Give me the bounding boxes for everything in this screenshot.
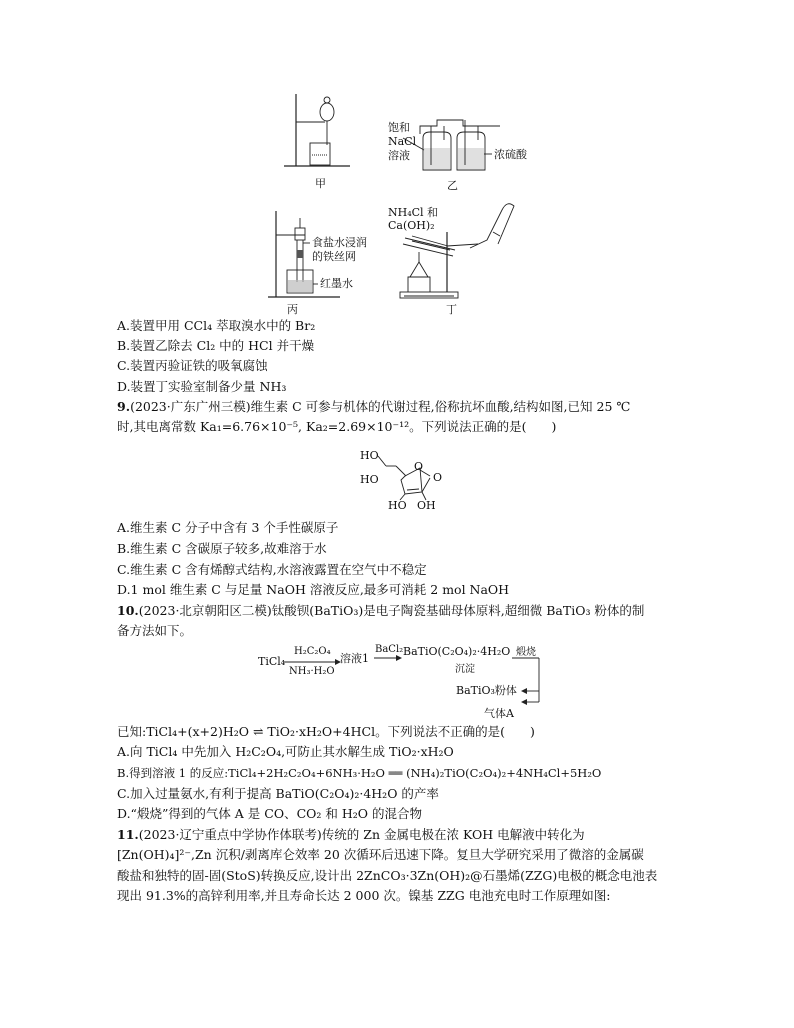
vc-o-ring: O	[414, 460, 424, 473]
q8-option-a: A.装置甲用 CCl₄ 萃取溴水中的 Br₂	[117, 318, 316, 333]
q8-option-d: D.装置丁实验室制备少量 NH₃	[117, 379, 287, 394]
q8-option-c: C.装置丙验证铁的吸氧腐蚀	[117, 358, 268, 373]
yi-label-left-1: 饱和	[388, 121, 410, 134]
flow-solution: 溶液1	[340, 652, 369, 665]
q11-number: 11.	[117, 827, 139, 842]
vc-o-carbonyl: O	[433, 471, 443, 484]
vc-oh-bottom: OH	[417, 499, 436, 512]
bing-label-2: 红墨水	[320, 277, 353, 290]
vc-ho-top: HO	[360, 449, 379, 462]
q10-known: 已知:TiCl₄+(x+2)H₂O ⇌ TiO₂·xH₂O+4HCl。下列说法不正确的是( )	[117, 724, 535, 739]
flow-reagent-bottom: NH₃·H₂O	[289, 666, 335, 677]
flow-gas: 气体A	[484, 707, 514, 720]
q10-option-b: B.得到溶液 1 的反应:TiCl₄+2H₂C₂O₄+6NH₃·H₂O ══ (NH₄)₂TiO(C₂O₄)₂+4NH₄Cl+5H₂O	[117, 766, 602, 780]
figure-label-bing: 丙	[287, 303, 298, 316]
flow-precip-label: 沉淀	[455, 664, 475, 675]
flow-reagent-top: H₂C₂O₄	[294, 646, 331, 657]
flow-bacl2: BaCl₂	[375, 644, 404, 655]
q9-number: 9.	[117, 399, 131, 414]
q8-option-b: B.装置乙除去 Cl₂ 中的 HCl 并干燥	[117, 338, 315, 353]
flow-precipitate: BaTiO(C₂O₄)₂·4H₂O	[403, 645, 511, 658]
q10-option-a: A.向 TiCl₄ 中先加入 H₂C₂O₄,可防止其水解生成 TiO₂·xH₂O	[117, 744, 454, 759]
vc-ho-bottom: HO	[388, 499, 407, 512]
figure-label-jia: 甲	[315, 177, 326, 190]
q11-line1-text: (2023·辽宁重点中学协作体联考)传统的 Zn 金属电极在浓 KOH 电解液中转化为	[138, 827, 585, 842]
q10-stem-line1	[117, 603, 644, 619]
q11-line3: 酸盐和独特的固-固(StoS)转换反应,设计出 2ZnCO₃·3Zn(OH)₂@石墨烯(ZZG)电极的概念电池表	[117, 868, 658, 883]
yi-label-right: 浓硫酸	[494, 148, 527, 161]
q10-number: 10.	[117, 603, 139, 618]
q9-stem-line1	[117, 399, 630, 415]
flow-calcine: 煅烧	[516, 647, 536, 658]
q11-line2: [Zn(OH)₄]²⁻,Zn 沉积/剥离库仑效率 20 次循环后迅速下降。复旦大学研究采用了微溶的金属碳	[117, 847, 644, 862]
flow-start: TiCl₄	[258, 655, 286, 668]
q9-stem-line2: 时,其电离常数 Ka₁=6.76×10⁻⁵, Ka₂=2.69×10⁻¹²。下列说法正确的是( )	[117, 419, 557, 434]
q9-option-c: C.维生素 C 含有烯醇式结构,水溶液露置在空气中不稳定	[117, 562, 427, 577]
q10-option-c: C.加入过量氨水,有利于提高 BaTiO(C₂O₄)₂·4H₂O 的产率	[117, 786, 439, 801]
ding-label-2: Ca(OH)₂	[388, 219, 435, 232]
bing-label-1b: 的铁丝网	[312, 250, 356, 263]
q9-option-d: D.1 mol 维生素 C 与足量 NaOH 溶液反应,最多可消耗 2 mol NaOH	[117, 582, 510, 597]
q11-line1	[117, 827, 585, 843]
q10-stem-line2: 备方法如下。	[117, 623, 193, 638]
yi-label-left-2: NaCl	[388, 135, 417, 148]
yi-label-left-3: 溶液	[388, 149, 410, 162]
flow-powder: BaTiO₃粉体	[456, 684, 517, 697]
flow-arrows	[284, 655, 539, 705]
ding-label-1: NH₄Cl 和	[388, 206, 439, 219]
figure-label-ding: 丁	[446, 303, 457, 316]
vc-ho-mid: HO	[360, 473, 379, 486]
q9-option-b: B.维生素 C 含碳原子较多,故难溶于水	[117, 541, 327, 556]
q9-stem-text: (2023·广东广州三模)维生素 C 可参与机体的代谢过程,俗称抗坏血酸,结构如图,已知 25 ℃	[130, 399, 631, 414]
apparatus-yi	[403, 120, 500, 170]
apparatus-jia	[284, 94, 350, 166]
q11-line4: 现出 91.3%的高锌利用率,并且寿命长达 2 000 次。镍基 ZZG 电池充电时工作原理如图:	[117, 888, 611, 903]
bing-label-1a: 食盐水浸润	[312, 236, 367, 249]
figure-label-yi: 乙	[447, 179, 458, 192]
q9-option-a: A.维生素 C 分子中含有 3 个手性碳原子	[117, 520, 339, 535]
q10-stem-text: (2023·北京朝阳区二模)钛酸钡(BaTiO₃)是电子陶瓷基础母体原料,超细微 BaTiO₃ 粉体的制	[138, 603, 645, 618]
q10-option-d: D.“煅烧”得到的气体 A 是 CO、CO₂ 和 H₂O 的混合物	[117, 806, 422, 821]
